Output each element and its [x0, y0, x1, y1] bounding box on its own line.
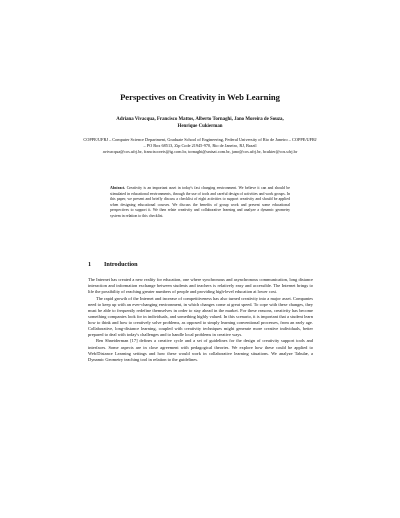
author-emails: avivacqua@cos.ufrj.br, franciscoreis@ig.com.br, tornaghi@unisat.com.br, jano@cos.ufrj.br, hcukier@cos.ufrj.br: [102, 148, 298, 154]
section-title: Introduction: [104, 261, 138, 268]
authors-line-1: Adriana Vivacqua, Francisco Mattos, Alberto Tornaghi, Jano Moreira de Souza,: [116, 117, 284, 122]
body-paragraph: Ben Shneiderman [17] defines a creative cycle and a set of guidelines for the design of creativity support tools and interfaces. Some aspects are in close agreement with pedagogical theories. We explore how these could be applied to Web/Distance Learning settings and how these would work in collaborative learning situations. We analyze Tabulæ, a Dynamic Geometry teaching tool in relation to the guidelines.: [88, 338, 313, 362]
abstract: [110, 186, 290, 219]
paper-title: Perspectives on Creativity in Web Learning: [120, 92, 280, 102]
body-paragraph: The rapid growth of the Internet and increase of competitiveness has also turned creativity into a major asset. Companies need to keep up with an ever-changing environment, in which changes come at great speed. To cope with these changes, they must be able to frequently redefine themselves in order to stay ahead in the market. For these reasons, creativity has become something companies look for in individuals, and something highly valued. In this scenario, it is important that a student learn how to think and how to creatively solve problems, as opposed to simply learning conventional processes, from an early age. Collaborative, long-distance learning, coupled with creativity techniques might generate more creative individuals, better prepared to deal with today's challenges and to handle local problems in creative ways.: [88, 295, 313, 337]
affiliation-block: [82, 137, 318, 155]
section-heading: [88, 261, 288, 269]
body-paragraph: The Internet has created a new reality for education, one where synchronous and asynchronous communication, long distance interaction and information exchange between students and teachers is relatively easy and accessible. The Internet brings to life the possibility of reaching greater numbers of people and providing high-level education at lower cost.: [88, 277, 313, 295]
abstract-label: Abstract.: [110, 186, 126, 190]
section-number: 1: [88, 261, 92, 268]
abstract-text: Creativity is an important asset in today's fast changing environment. We believe it can and should be stimulated in educational environments, through the use of tools and careful design of activities and work groups. In this paper, we present and briefly discuss a checklist of eight activities to support creativity and should be applied when designing educational courses. We discuss the benefits of group work and present some educational perspectives to support it. We then relate creativity and collaborative learning and analyze a dynamic geometry system in relation to this checklist.: [110, 186, 290, 218]
authors-line-2: Henrique Cukierman: [177, 123, 223, 129]
affiliation-text: COPPE/UFRJ – Computer Science Department, Graduate School of Engineering, Federal University of Rio de Janeiro – COPPE/UFRJ – PO Box 68513, Zip Code 21945-970, Rio de Janeiro, RJ, Brazil: [83, 137, 317, 148]
section-body: [88, 277, 313, 363]
author-list: [70, 117, 330, 130]
